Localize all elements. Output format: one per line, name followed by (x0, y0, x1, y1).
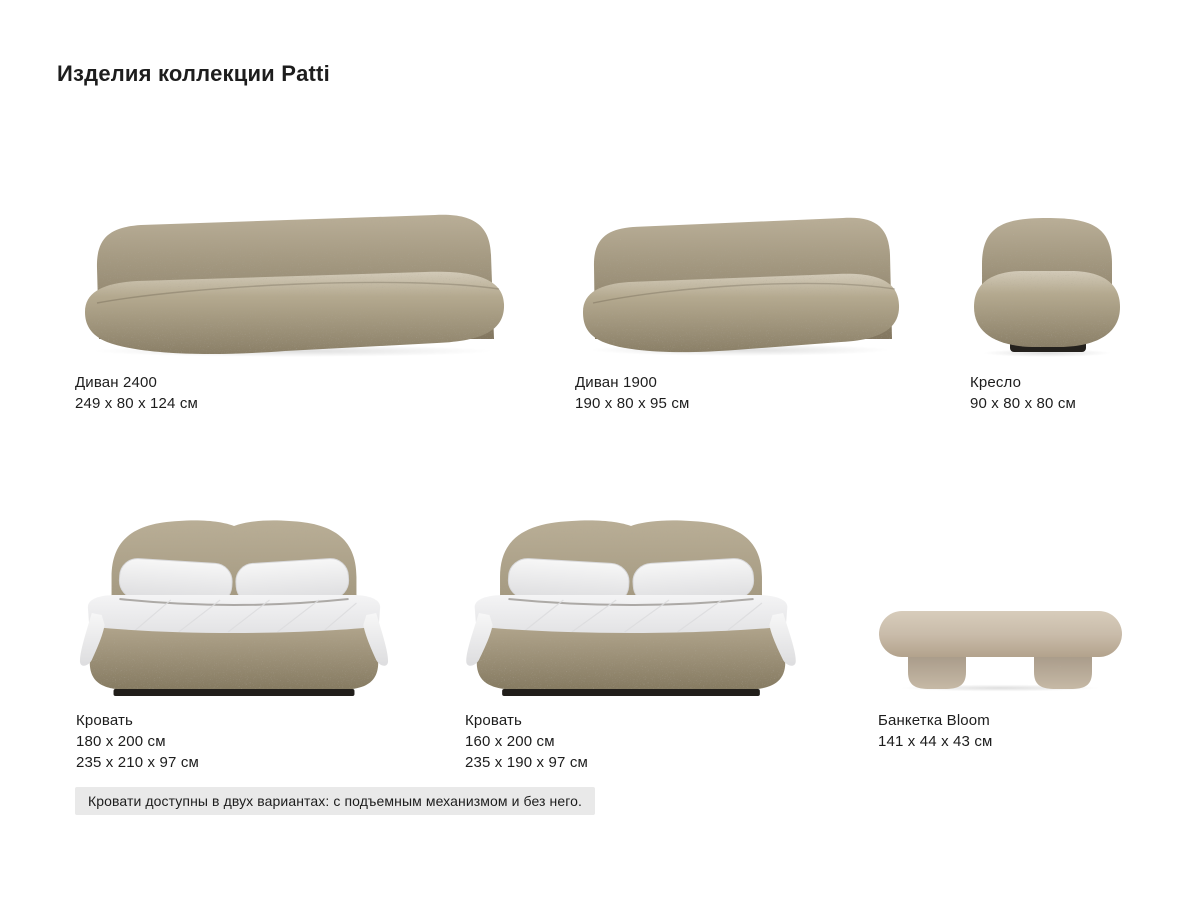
product-dimensions: 190 x 80 x 95 см (575, 395, 690, 412)
product-card-bed-160[interactable] (462, 515, 800, 771)
bench-bloom-illustration (878, 610, 1123, 692)
product-card-bed-180[interactable] (76, 515, 392, 771)
product-dimensions: 160 x 200 см (465, 733, 555, 750)
product-dimensions: 235 x 210 x 97 см (76, 754, 199, 771)
product-name: Диван 1900 (575, 374, 658, 391)
product-card-bench-bloom[interactable] (878, 610, 1123, 750)
product-card-sofa-1900[interactable] (575, 215, 906, 412)
sofa-2400-illustration (75, 213, 511, 358)
product-dimensions: 141 x 44 x 43 см (878, 733, 993, 750)
product-dimensions: 249 x 80 x 124 см (75, 395, 198, 412)
page-title: Изделия коллекции Patti (57, 60, 330, 86)
product-name: Кровать (465, 712, 522, 729)
bed-160-illustration (462, 515, 800, 697)
product-dimensions: 180 x 200 см (76, 733, 166, 750)
sofa-1900-illustration (575, 215, 906, 357)
armchair-illustration (968, 210, 1126, 358)
product-name: Банкетка Bloom (878, 712, 990, 729)
product-name: Кровать (76, 712, 133, 729)
product-dimensions: 90 x 80 x 80 см (970, 395, 1076, 412)
beds-variants-note: Кровати доступны в двух вариантах: с подъемным механизмом и без него. (75, 787, 595, 815)
product-card-armchair[interactable] (968, 210, 1126, 412)
product-card-sofa-2400[interactable] (75, 213, 511, 412)
bed-180-illustration (76, 515, 392, 697)
product-dimensions: 235 x 190 x 97 см (465, 754, 588, 771)
product-name: Диван 2400 (75, 374, 158, 391)
product-name: Кресло (970, 374, 1022, 391)
